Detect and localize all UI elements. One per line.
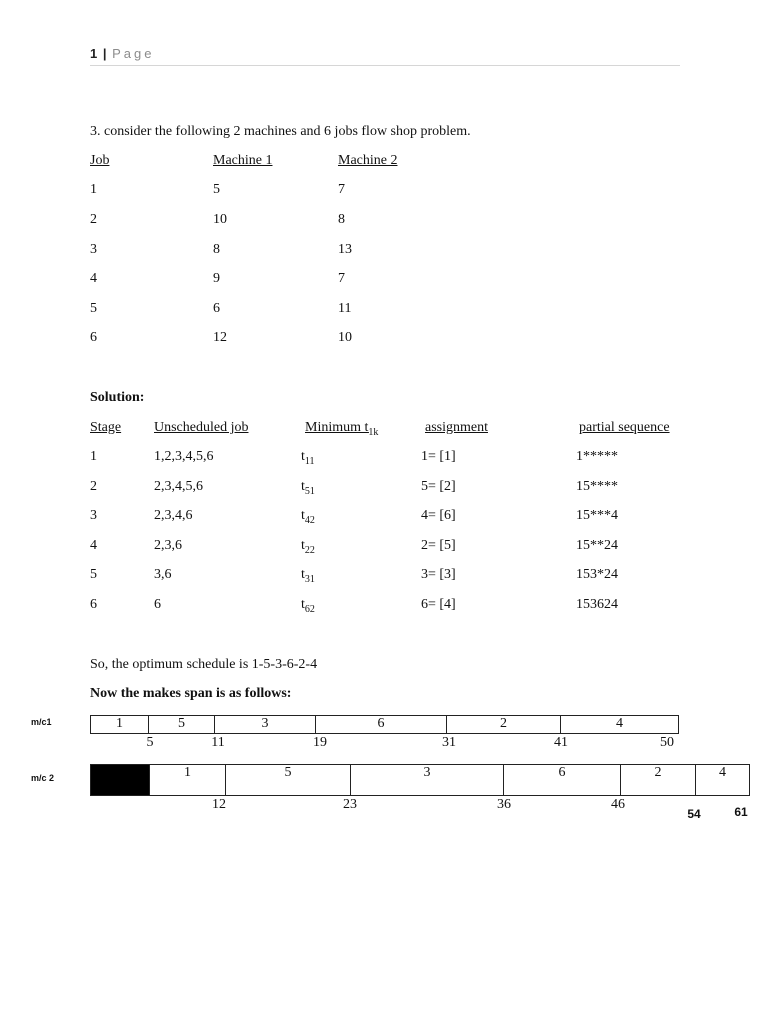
m1-tick: 19 xyxy=(313,735,327,750)
solution-cell-partial: 1***** xyxy=(576,449,618,464)
solution-header-unscheduled: Unscheduled job xyxy=(154,420,249,435)
solution-cell-assignment: 6= [4] xyxy=(421,597,456,612)
solution-header-partial: partial sequence xyxy=(579,420,670,435)
m2-idle-segment xyxy=(91,765,150,795)
solution-cell-minimum xyxy=(301,597,315,615)
m1-job-segment: 3 xyxy=(215,716,316,733)
page-number: 1 xyxy=(90,46,98,61)
solution-cell-stage: 1 xyxy=(90,449,97,464)
t-sub: 62 xyxy=(304,603,315,615)
jobs-cell: 7 xyxy=(338,182,345,197)
solution-cell-minimum xyxy=(301,479,315,497)
solution-cell-minimum xyxy=(301,567,315,585)
machine1-gantt xyxy=(90,715,679,734)
solution-cell-stage: 5 xyxy=(90,567,97,582)
m2-tick-bold: 54 xyxy=(687,807,701,821)
jobs-cell: 9 xyxy=(213,271,220,286)
solution-cell-unscheduled: 2,3,6 xyxy=(154,538,182,553)
t-sub: 11 xyxy=(304,455,315,467)
m2-job-segment: 1 xyxy=(150,765,226,795)
header-separator: | xyxy=(102,46,107,61)
makespan-heading: Now the makes span is as follows: xyxy=(90,686,292,701)
solution-cell-unscheduled: 2,3,4,5,6 xyxy=(154,479,203,494)
m2-tick: 46 xyxy=(611,797,625,812)
problem-statement: 3. consider the following 2 machines and 6 jobs flow shop problem. xyxy=(90,124,471,139)
solution-cell-minimum xyxy=(301,449,315,467)
jobs-cell: 2 xyxy=(90,212,97,227)
minimum-sub: 1k xyxy=(368,426,379,438)
t-symbol: t xyxy=(301,479,305,494)
page-header xyxy=(90,46,155,61)
solution-cell-assignment: 2= [5] xyxy=(421,538,456,553)
solution-header-minimum xyxy=(305,420,378,438)
solution-cell-partial: 15**24 xyxy=(576,538,618,553)
t-symbol: t xyxy=(301,538,305,553)
solution-cell-assignment: 3= [3] xyxy=(421,567,456,582)
solution-cell-unscheduled: 6 xyxy=(154,597,161,612)
m2-tick: 12 xyxy=(212,797,226,812)
machine2-gantt xyxy=(90,764,750,796)
m2-job-segment: 4 xyxy=(719,765,726,780)
jobs-cell: 7 xyxy=(338,271,345,286)
solution-cell-stage: 2 xyxy=(90,479,97,494)
jobs-header-m2: Machine 2 xyxy=(338,153,398,168)
solution-cell-stage: 6 xyxy=(90,597,97,612)
machine2-label: m/c 2 xyxy=(31,773,55,783)
m2-job-segment: 6 xyxy=(504,765,621,795)
header-rule xyxy=(90,65,680,66)
solution-header-stage: Stage xyxy=(90,420,122,435)
solution-cell-partial: 15***4 xyxy=(576,508,618,523)
m2-tick: 23 xyxy=(343,797,357,812)
solution-cell-minimum xyxy=(301,508,315,526)
jobs-cell: 4 xyxy=(90,271,97,286)
solution-cell-assignment: 4= [6] xyxy=(421,508,456,523)
jobs-cell: 3 xyxy=(90,242,97,257)
solution-cell-unscheduled: 1,2,3,4,5,6 xyxy=(154,449,214,464)
jobs-cell: 5 xyxy=(213,182,220,197)
jobs-header-job: Job xyxy=(90,153,110,168)
solution-heading: Solution: xyxy=(90,390,145,405)
t-symbol: t xyxy=(301,597,305,612)
jobs-cell: 10 xyxy=(213,212,227,227)
t-sub: 31 xyxy=(304,573,315,585)
solution-cell-unscheduled: 2,3,4,6 xyxy=(154,508,193,523)
m1-tick: 31 xyxy=(442,735,456,750)
solution-cell-assignment: 1= [1] xyxy=(421,449,456,464)
optimum-schedule: So, the optimum schedule is 1-5-3-6-2-4 xyxy=(90,657,318,672)
page-word: Page xyxy=(112,46,155,61)
jobs-cell: 13 xyxy=(338,242,352,257)
jobs-cell: 12 xyxy=(213,330,227,345)
t-symbol: t xyxy=(301,567,305,582)
m1-job-segment: 5 xyxy=(149,716,215,733)
m1-tick: 5 xyxy=(146,735,154,750)
solution-cell-partial: 153624 xyxy=(576,597,618,612)
m1-tick: 11 xyxy=(211,735,225,750)
jobs-cell: 8 xyxy=(338,212,345,227)
solution-cell-partial: 153*24 xyxy=(576,567,618,582)
solution-cell-assignment: 5= [2] xyxy=(421,479,456,494)
m2-job-segment: 5 xyxy=(226,765,351,795)
jobs-cell: 10 xyxy=(338,330,352,345)
m1-job-segment: 6 xyxy=(316,716,447,733)
jobs-cell: 8 xyxy=(213,242,220,257)
solution-cell-stage: 3 xyxy=(90,508,97,523)
solution-cell-minimum xyxy=(301,538,315,556)
t-sub: 22 xyxy=(304,544,315,556)
t-sub: 42 xyxy=(304,514,315,526)
m1-tick: 50 xyxy=(660,735,674,750)
jobs-header-m1: Machine 1 xyxy=(213,153,273,168)
jobs-cell: 6 xyxy=(213,301,220,316)
m2-job-segment: 3 xyxy=(351,765,504,795)
m1-job-segment: 1 xyxy=(91,716,149,733)
m2-tick-bold: 61 xyxy=(734,805,748,819)
m2-tick: 36 xyxy=(497,797,511,812)
m2-job-segment: 2 xyxy=(621,765,696,795)
machine1-label: m/c1 xyxy=(31,717,52,727)
jobs-cell: 11 xyxy=(338,301,352,316)
t-sub: 51 xyxy=(304,485,315,497)
solution-cell-stage: 4 xyxy=(90,538,97,553)
m1-job-segment: 2 xyxy=(447,716,561,733)
jobs-cell: 1 xyxy=(90,182,97,197)
jobs-cell: 5 xyxy=(90,301,97,316)
minimum-text: Minimum t xyxy=(305,420,369,435)
solution-header-assignment: assignment xyxy=(425,420,488,435)
m1-tick: 41 xyxy=(554,735,568,750)
jobs-cell: 6 xyxy=(90,330,97,345)
solution-cell-partial: 15**** xyxy=(576,479,618,494)
m1-job-segment: 4 xyxy=(616,716,623,731)
t-symbol: t xyxy=(301,508,305,523)
solution-cell-unscheduled: 3,6 xyxy=(154,567,172,582)
t-symbol: t xyxy=(301,449,305,464)
